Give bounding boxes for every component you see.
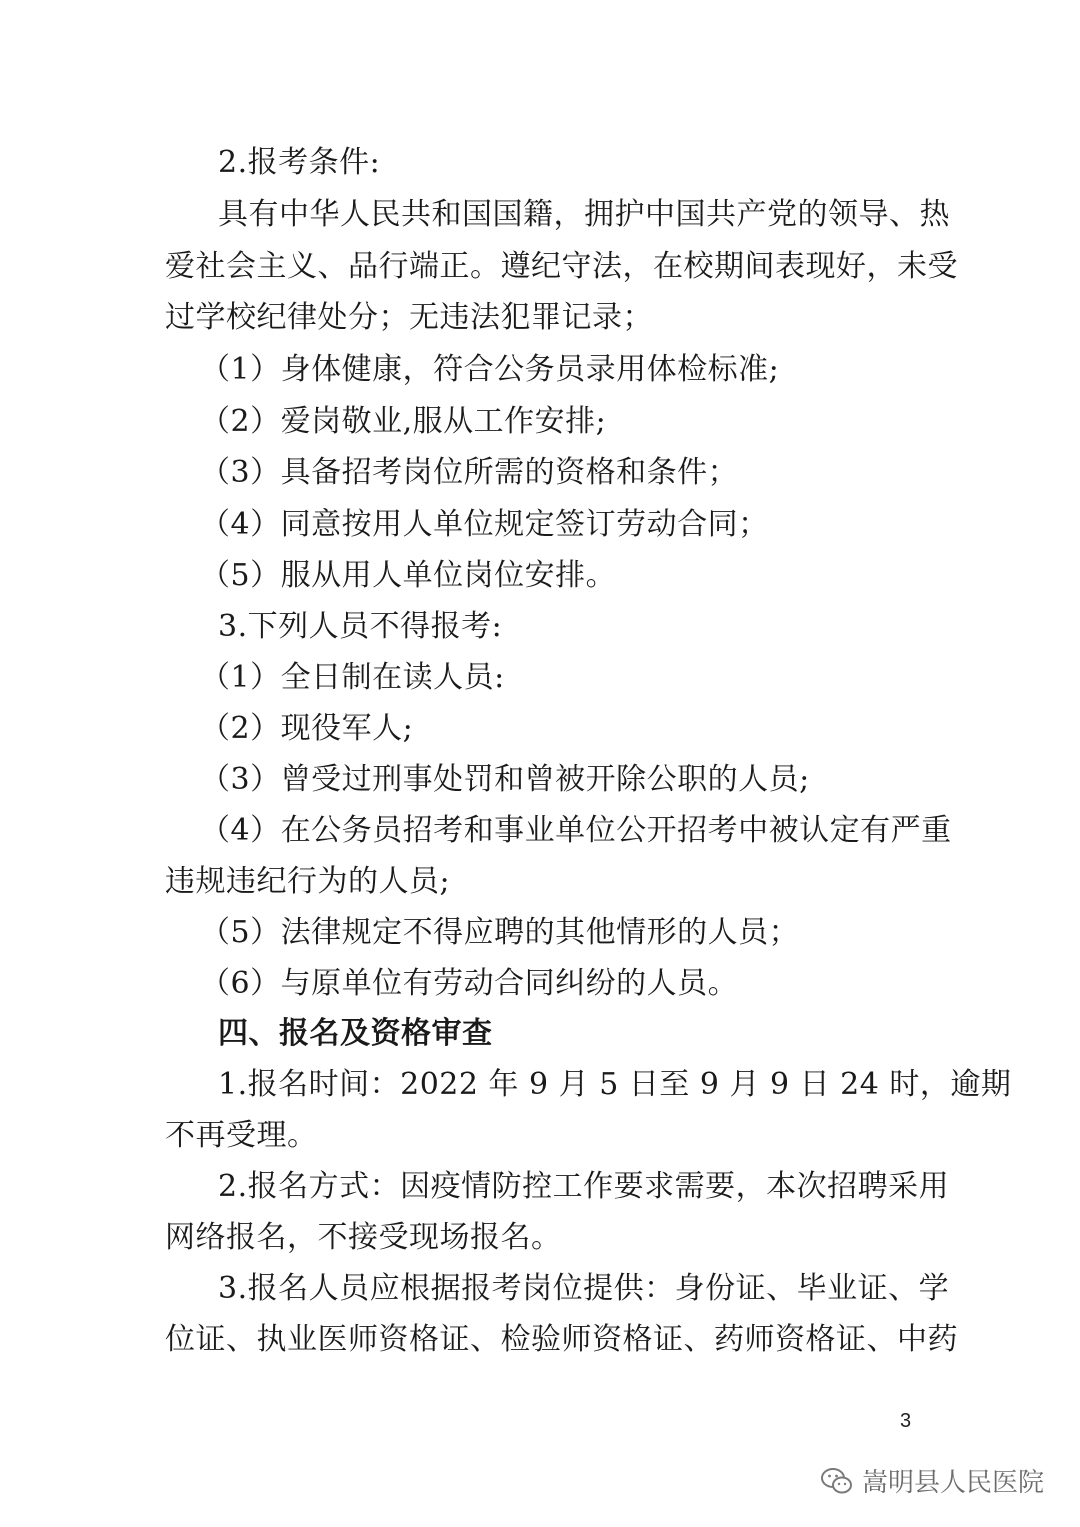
text-line: （4）同意按用人单位规定签订劳动合同； [200, 507, 769, 542]
text-line: 3.报名人员应根据报考岗位提供：身份证、毕业证、学 [218, 1271, 950, 1306]
section-heading: 四、报名及资格审查 [218, 1016, 493, 1051]
text-line: （2）现役军人; [200, 711, 414, 746]
text-line: 1.报名时间：2022 年 9 月 5 日至 9 月 9 日 24 时，逾期 [218, 1067, 1012, 1102]
page-number: 3 [900, 1410, 912, 1432]
text-line: （1）全日制在读人员: [200, 660, 505, 695]
text-line: （1）身体健康，符合公务员录用体检标准; [200, 352, 780, 387]
text-line: （6）与原单位有劳动合同纠纷的人员。 [200, 966, 739, 1001]
text-line: 具有中华人民共和国国籍，拥护中国共产党的领导、热 [218, 197, 950, 232]
wechat-icon [820, 1466, 854, 1496]
text-line: （5）法律规定不得应聘的其他情形的人员； [200, 915, 800, 950]
text-line: 位证、执业医师资格证、检验师资格证、药师资格证、中药 [165, 1322, 958, 1357]
text-line: 过学校纪律处分；无违法犯罪记录； [165, 300, 653, 335]
text-line: 3.下列人员不得报考: [218, 609, 503, 644]
text-line: 2.报考条件: [218, 145, 381, 180]
text-line: 2.报名方式：因疫情防控工作要求需要，本次招聘采用 [218, 1169, 950, 1204]
text-line: （3）具备招考岗位所需的资格和条件； [200, 455, 739, 490]
text-line: （3）曾受过刑事处罚和曾被开除公职的人员; [200, 762, 810, 797]
text-line: 爱社会主义、品行端正。遵纪守法，在校期间表现好，未受 [165, 249, 958, 284]
text-line: 不再受理。 [165, 1118, 318, 1153]
text-line: （5）服从用人单位岗位安排。 [200, 558, 617, 593]
text-line: 网络报名，不接受现场报名。 [165, 1220, 562, 1255]
text-line: （2）爱岗敬业,服从工作安排; [200, 404, 607, 439]
text-line: （4）在公务员招考和事业单位公开招考中被认定有严重 [200, 813, 952, 848]
watermark [820, 1462, 1044, 1499]
text-line: 违规违纪行为的人员; [165, 864, 451, 899]
watermark-text: 嵩明县人民医院 [862, 1468, 1045, 1498]
